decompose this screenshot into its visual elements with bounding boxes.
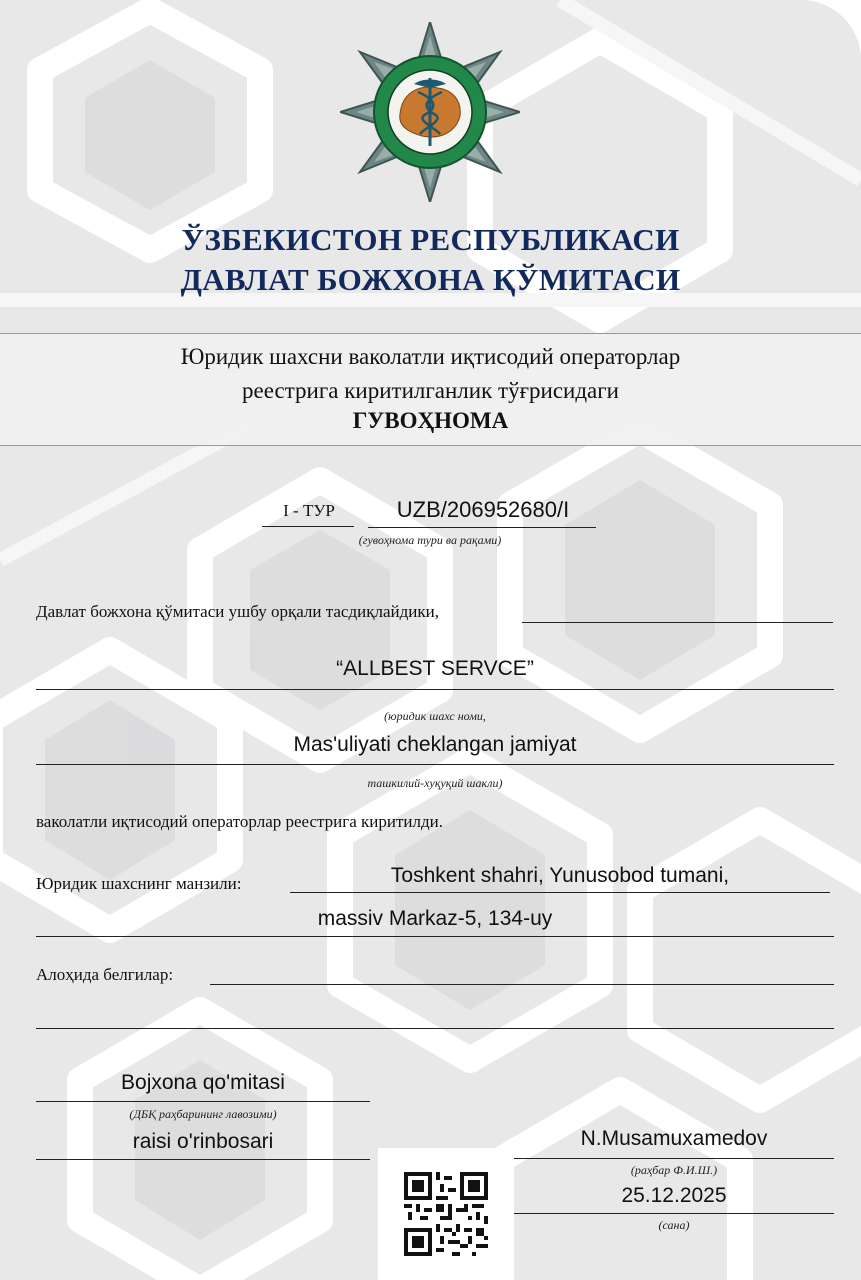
qr-code <box>404 1172 488 1256</box>
legal-form-caption: ташкилий-хуқуқий шакли) <box>367 776 503 790</box>
company-name: “ALLBEST SERVCE” <box>336 657 534 680</box>
issue-date-caption: (сана) <box>658 1218 690 1232</box>
signer-position-rule-2 <box>36 1159 370 1160</box>
title-line-2: ДАВЛАТ БОЖХОНА ҚЎМИТАСИ <box>180 262 681 297</box>
certificate-type-line <box>262 526 354 527</box>
company-name-caption: (юридик шахс номи, <box>384 709 486 723</box>
signer-position-line-2: raisi o'rinbosari <box>132 1130 274 1153</box>
customs-emblem <box>340 22 520 202</box>
address-line-1: Toshkent shahri, Yunusobod tumani, <box>390 864 730 887</box>
issue-date: 25.12.2025 <box>621 1184 727 1207</box>
certificate-caption: (гувоҳнома тури ва рақами) <box>358 533 502 547</box>
signer-position-caption: (ДБҚ раҳбарининг лавозими) <box>129 1107 277 1121</box>
special-marks-line-2 <box>36 1028 834 1029</box>
signer-name-caption: (раҳбар Ф.И.Ш.) <box>630 1163 718 1177</box>
certificate-number-line <box>368 527 596 528</box>
heading-line-1: Юридик шахсни ваколатли иқтисодий операторлар <box>180 344 681 369</box>
confirm-text: Давлат божхона қўмитаси ушбу орқали тасдиқлайдики, <box>36 602 439 621</box>
legal-form-line <box>36 764 834 765</box>
qr-code-area <box>378 1148 514 1280</box>
certificate-number: UZB/206952680/I <box>396 497 570 522</box>
confirm-line <box>522 622 833 623</box>
signer-name-rule <box>514 1158 834 1159</box>
title-line-1: ЎЗБЕКИСТОН РЕСПУБЛИКАСИ <box>181 222 680 257</box>
document-heading-band <box>0 333 861 446</box>
certificate-type: I - ТУР <box>283 501 335 520</box>
address-label: Юридик шахснинг манзили: <box>36 874 242 893</box>
registered-text: ваколатли иқтисодий операторлар реестрига киритилди. <box>36 812 444 831</box>
heading-line-3: ГУВОҲНОМА <box>352 408 509 433</box>
special-marks-label: Алоҳида белгилар: <box>36 965 174 984</box>
issue-date-rule <box>514 1213 834 1214</box>
signer-position-rule-1 <box>36 1101 370 1102</box>
heading-line-2: реестрига киритилганлик тўғрисидаги <box>242 378 619 403</box>
company-name-line <box>36 689 834 690</box>
special-marks-line-1 <box>210 984 834 985</box>
legal-form: Mas'uliyati cheklangan jamiyat <box>293 733 577 756</box>
signer-position-line-1: Bojxona qo'mitasi <box>121 1071 285 1094</box>
address-line-2-rule <box>36 936 834 937</box>
address-line-2: massiv Markaz-5, 134-uy <box>317 907 553 930</box>
address-line-1-rule <box>290 892 830 893</box>
signer-name: N.Musamuxamedov <box>580 1127 768 1150</box>
